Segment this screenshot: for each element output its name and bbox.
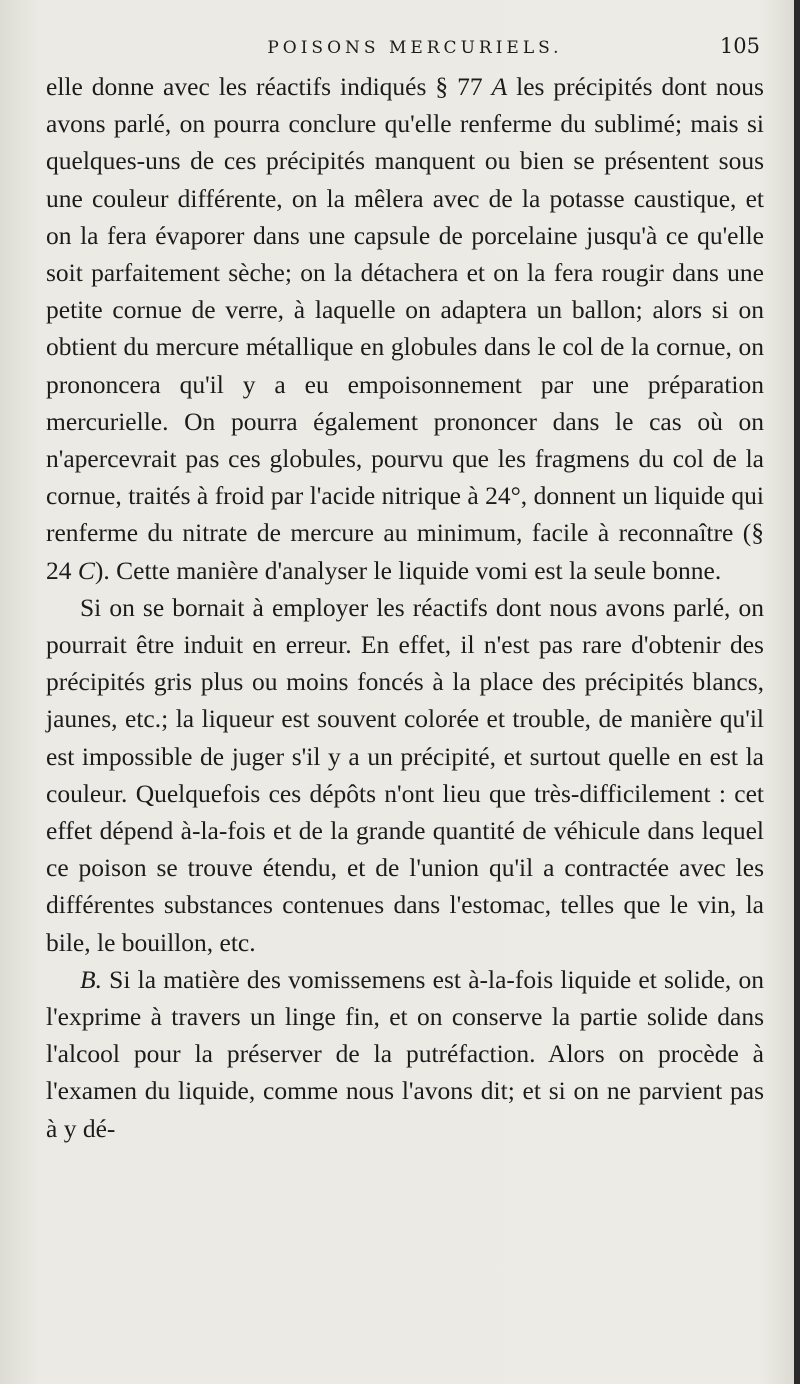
paragraph-3-body: Si la matière des vomissemens est à-la-fois liquide et solide, on l'exprime à travers un linge fin, et on conserve la partie solide dans l'alcool pour la préserver de la putréfaction. Alors on procède à l'examen du liquide, comme nous l'avons dit; et si on ne parvient pas à y dé- — [46, 964, 764, 1143]
reference-letter-a: A — [491, 72, 508, 101]
page-header — [50, 34, 764, 68]
paragraph-1 — [46, 68, 764, 589]
paragraph-1-body: les précipités dont nous avons parlé, on pourra conclure qu'elle renferme du sublimé; mais si quelques-uns de ces précipités manquent ou bien se présentent sous une couleur différente, on la mêlera avec de la potasse caustique, et on la fera évaporer dans une capsule de porcelaine jusqu'à ce qu'elle soit parfaitement sèche; on la détachera et on la fera rougir dans une petite cornue de verre, à laquelle on adaptera un ballon; alors si on obtient du mercure métallique en globules dans le col de la cornue, on prononcera qu'il y a eu empoisonnement par une préparation mercurielle. On pourra également prononcer dans le cas où on n'apercevrait pas ces globules, pourvu que les fragmens du col de la cornue, traités à froid par l'acide nitrique à 24°, donnent un liquide qui renferme du nitrate de mercure au minimum, facile à reconnaître (§ 24 — [46, 72, 764, 585]
paragraph-1-end: ). Cette manière d'analyser le liquide vomi est la seule bonne. — [94, 555, 722, 585]
paragraph-2: Si on se bornait à employer les réactifs dont nous avons parlé, on pourrait être induit en erreur. En effet, il n'est pas rare d'obtenir des précipités gris plus ou moins foncés à la place des précipités blancs, jaunes, etc.; la liqueur est souvent colorée et trouble, de manière qu'il est impossible de juger s'il y a un précipité, et surtout quelle en est la couleur. Quelquefois ces dépôts n'ont lieu que très-difficilement : cet effet dépend à-la-fois et de la grande quantité de véhicule dans lequel ce poison se trouve étendu, et de l'union qu'il a contractée avec les différentes substances contenues dans l'estomac, telles que le vin, la bile, le bouillon, etc. — [46, 592, 764, 957]
body-text — [46, 68, 764, 1147]
page-number: 105 — [719, 34, 760, 58]
reference-letter-c: C — [77, 555, 95, 585]
paragraph-3 — [46, 961, 764, 1147]
page-edge-shadow — [794, 0, 800, 1384]
section-letter-b: B. — [80, 964, 102, 994]
paragraph-1-start: elle donne avec les réactifs indiqués § 77 — [46, 72, 492, 101]
running-title: POISONS MERCURIELS. — [267, 38, 563, 58]
